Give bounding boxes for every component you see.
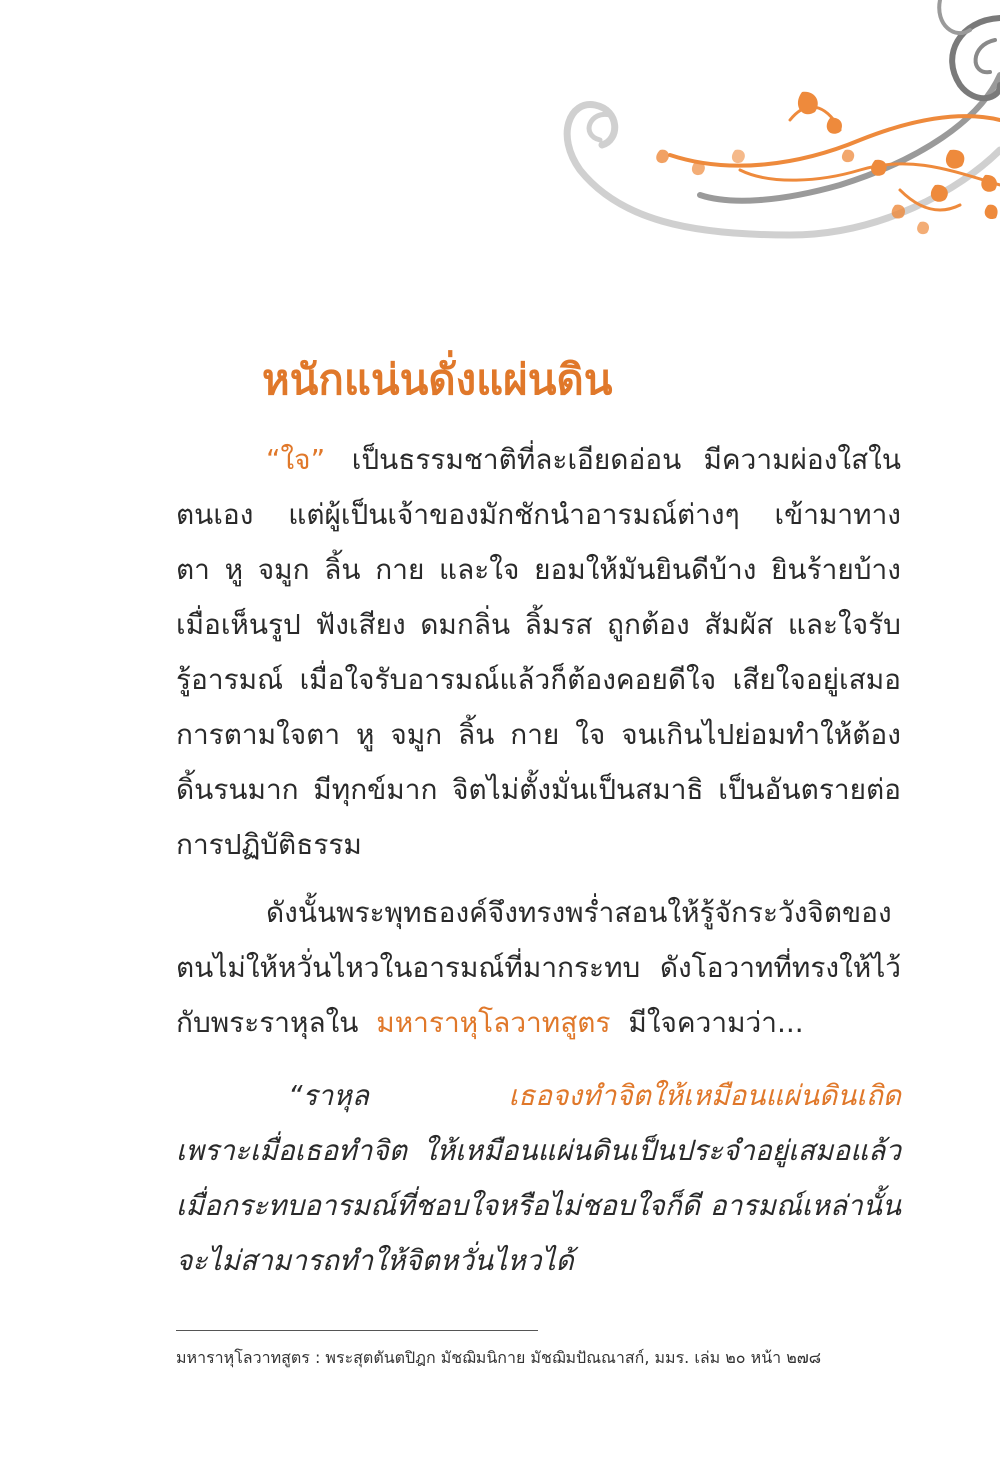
text-segment [325,443,352,476]
text-segment: หู [224,553,244,586]
quote-line-3 [176,1186,901,1226]
text-segment: ยอมให้มันยินดีบ้าง [534,553,757,586]
text-segment: จมูก [257,553,310,586]
sutta-name: มหาราหุโลวาทสูตร [376,1006,611,1039]
text-segment: ดิ้นรนมาก [176,773,299,806]
text-segment: และใจรับ [787,608,901,641]
text-segment: ฟังเสียง [315,608,406,641]
text-segment: เพราะเมื่อเธอทำจิต [176,1134,407,1167]
text-segment: เสียใจอยู่เสมอ [732,663,901,696]
text-segment: เมื่อกระทบอารมณ์ที่ชอบใจหรือไม่ชอบใจก็ดี [176,1189,700,1222]
text-segment: เป็นอันตรายต่อ [718,773,901,806]
text-segment: จมูก [390,718,443,751]
text-segment: อารมณ์เหล่านั้น [709,1189,901,1222]
paragraph-1-line-6 [176,715,901,755]
highlight-term: “ใจ” [266,443,326,476]
paragraph-1-line-8: การปฏิบัติธรรม [176,828,362,861]
text-segment: จิตไม่ตั้งมั่นเป็นสมาธิ [452,773,704,806]
text-segment: ให้เหมือนแผ่นดินเป็นประจำอยู่เสมอแล้ว [422,1134,901,1167]
footnote-divider [176,1330,538,1331]
page-title: หนักแน่นดั่งแผ่นดิน [262,355,613,404]
text-segment: ดังนั้นพระพุทธองค์จึงทรงพร่ำสอนให้รู้จักระวังจิตของ [266,896,892,929]
quote-highlight: เธอจงทำจิตให้เหมือนแผ่นดินเถิด [508,1079,901,1112]
quote-line-4: จะไม่สามารถทำให้จิตหวั่นไหวได้ [176,1244,574,1277]
text-segment: ใจ [575,718,606,751]
text-segment: ดมกลิ่น [420,608,511,641]
paragraph-1-line-1 [266,440,901,480]
quote-line-1 [288,1076,901,1116]
text-segment: ลิ้น [458,718,495,751]
text-segment: กาย [510,718,560,751]
text-segment: ถูกต้อง [607,608,690,641]
text-segment: มีทุกข์มาก [313,773,438,806]
text-segment: ลิ้มรส [524,608,593,641]
text-segment: มีความผ่องใสใน [703,443,901,476]
text-segment: รู้อารมณ์ [176,663,284,696]
paragraph-1-line-7 [176,770,901,810]
quote-line-2 [176,1131,901,1171]
text-segment: “ราหุล [288,1079,369,1112]
paragraph-1-line-3 [176,550,901,590]
text-segment: ดังโอวาทที่ทรงให้ไว้ [659,951,901,984]
text-segment: และใจ [439,553,520,586]
text-segment: ตนเอง [176,498,254,531]
text-segment: แต่ผู้เป็นเจ้าของมักชักนำอารมณ์ต่างๆ [288,498,740,531]
text-segment: เมื่อเห็นรูป [176,608,301,641]
text-segment: กาย [375,553,425,586]
text-segment: มีใจความว่า... [628,1006,804,1039]
text-segment: หู [355,718,375,751]
text-segment: การตามใจตา [176,718,341,751]
text-segment: ตนไม่ให้หวั่นไหวในอารมณ์ที่มากระทบ [176,951,641,984]
paragraph-2-line-1 [266,893,901,933]
paragraph-2-line-2 [176,948,901,988]
text-segment: ยินร้ายบ้าง [771,553,901,586]
paragraph-1-line-4 [176,605,901,645]
text-segment: ลิ้น [324,553,361,586]
paragraph-1-line-5 [176,660,901,700]
text-segment: ตา [176,553,210,586]
text-segment: กับพระราหุลใน [176,1006,359,1039]
paragraph-2-line-3 [176,1003,901,1043]
text-segment: เป็นธรรมชาติที่ละเอียดอ่อน [351,443,682,476]
text-segment: สัมผัส [704,608,774,641]
floral-ornament-icon [540,0,1000,250]
text-segment: เข้ามาทาง [774,498,901,531]
text-segment: จนเกินไปย่อมทำให้ต้อง [621,718,901,751]
text-segment: เมื่อใจรับอารมณ์แล้วก็ต้องคอยดีใจ [299,663,717,696]
paragraph-1-line-2 [176,495,901,535]
footnote: มหาราหุโลวาทสูตร : พระสุตตันตปิฎก มัชฌิมนิกาย มัชฌิมปัณณาสก์, มมร. เล่ม ๒๐ หน้า ๒๗๘ [176,1348,822,1367]
